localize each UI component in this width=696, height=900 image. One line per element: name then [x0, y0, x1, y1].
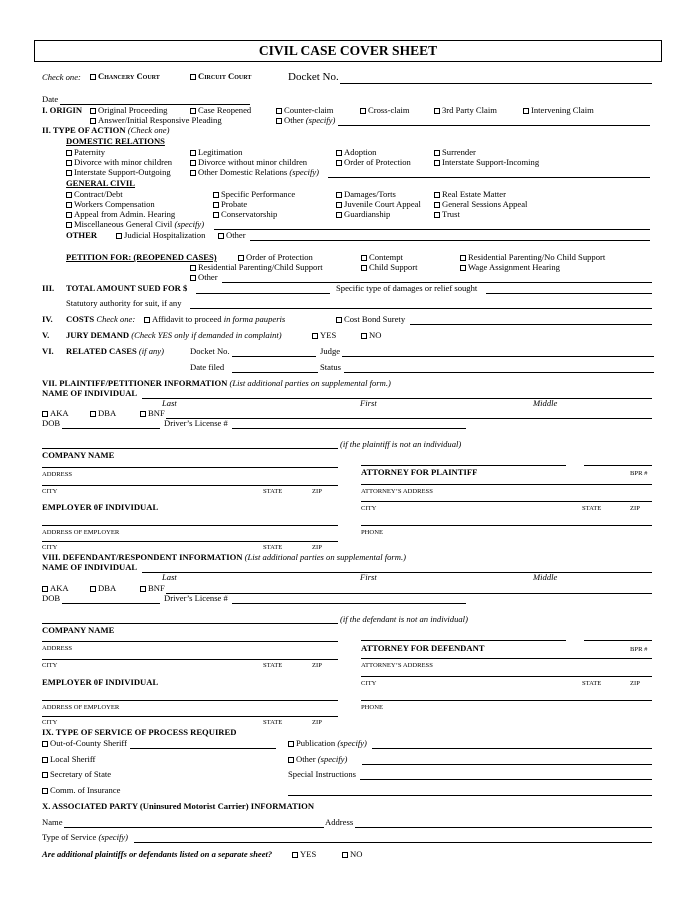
additional-yes[interactable]: YES: [292, 850, 316, 860]
plaintiff-attorney-address-line[interactable]: [361, 484, 652, 485]
checkbox[interactable]: [42, 772, 48, 778]
checkbox[interactable]: [116, 233, 122, 239]
defendant-bpr-label: BPR #: [630, 646, 648, 653]
plaintiff-name-line[interactable]: [142, 398, 652, 399]
associated-type-label: Type of Service (specify): [42, 832, 129, 842]
defendant-phone-line[interactable]: [361, 700, 652, 701]
special-instructions-line[interactable]: [360, 779, 652, 780]
defendant-dba[interactable]: DBA: [90, 584, 116, 594]
defendant-name-line[interactable]: [142, 572, 652, 573]
checkbox[interactable]: [523, 108, 529, 114]
other-domestic-line[interactable]: [328, 177, 650, 178]
checkbox[interactable]: [434, 192, 440, 198]
defendant-attorney-city-label: CITY: [361, 680, 377, 687]
plaintiff-employer-address-label: ADDRESS OF EMPLOYER: [42, 529, 120, 536]
checkbox[interactable]: [276, 118, 282, 124]
plaintiff-first-label: First: [360, 398, 377, 408]
service-secretary[interactable]: Secretary of State: [42, 770, 111, 780]
action-guardianship[interactable]: Guardianship: [336, 210, 390, 220]
section-number: V.: [42, 330, 50, 340]
special-instructions-label: Special Instructions: [288, 769, 357, 779]
checkbox[interactable]: [42, 788, 48, 794]
check-one-label: Check one:: [42, 72, 81, 82]
date-label: Date: [42, 94, 59, 104]
checkbox[interactable]: [342, 852, 348, 858]
checkbox[interactable]: [434, 108, 440, 114]
related-judge-label: Judge: [320, 346, 341, 356]
action-interstate-outgoing[interactable]: Interstate Support-Outgoing: [66, 168, 171, 178]
plaintiff-employer-city-label: CITY: [42, 544, 58, 551]
service-publication[interactable]: Publication (specify): [288, 739, 367, 749]
statutory-label: Statutory authority for suit, if any: [66, 298, 182, 308]
checkbox[interactable]: [361, 255, 367, 261]
plaintiff-company-line[interactable]: [42, 448, 338, 449]
checkbox[interactable]: [42, 741, 48, 747]
checkbox[interactable]: [90, 411, 96, 417]
action-damages[interactable]: Damages/Torts: [336, 190, 396, 200]
defendant-dob-label: DOB: [42, 593, 61, 603]
special-instructions-line-2[interactable]: [288, 795, 652, 796]
checkbox[interactable]: [288, 741, 294, 747]
defendant-bpr-line[interactable]: [584, 640, 652, 641]
checkbox[interactable]: [66, 212, 72, 218]
action-trust[interactable]: Trust: [434, 210, 460, 220]
origin-cross[interactable]: Cross-claim: [360, 106, 410, 116]
checkbox[interactable]: [288, 757, 294, 763]
defendant-attorney-address-label: ATTORNEY’S ADDRESS: [361, 662, 433, 669]
plaintiff-address-line[interactable]: [42, 467, 338, 468]
chancery-checkbox[interactable]: [90, 74, 96, 80]
checkbox[interactable]: [140, 411, 146, 417]
plaintiff-address-label: ADDRESS: [42, 471, 73, 478]
checkbox[interactable]: [140, 586, 146, 592]
checkbox[interactable]: [312, 333, 318, 339]
action-probate[interactable]: Probate: [213, 200, 247, 210]
checkbox[interactable]: [336, 317, 342, 323]
action-paternity[interactable]: Paternity: [66, 148, 105, 158]
plaintiff-phone-label: PHONE: [361, 529, 383, 536]
checkbox[interactable]: [66, 170, 72, 176]
action-surrender[interactable]: Surrender: [434, 148, 476, 158]
defendant-employer-city-line[interactable]: [42, 716, 338, 717]
action-interstate-incoming[interactable]: Interstate Support-Incoming: [434, 158, 539, 168]
petition-residential-no-cs[interactable]: Residential Parenting/No Child Support: [460, 253, 605, 263]
circuit-court-option[interactable]: Circuit Court: [190, 72, 251, 82]
plaintiff-not-individual: (if the plaintiff is not an individual): [340, 439, 462, 449]
amount-label: TOTAL AMOUNT SUED FOR $: [66, 283, 188, 293]
plaintiff-attorney-zip-label: ZIP: [630, 505, 640, 512]
action-divorce-minor[interactable]: Divorce with minor children: [66, 158, 172, 168]
associated-type-line[interactable]: [134, 842, 652, 843]
defendant-name-label: NAME OF INDIVIDUAL: [42, 562, 138, 572]
service-heading: IX. TYPE OF SERVICE OF PROCESS REQUIRED: [42, 727, 237, 737]
action-other-line[interactable]: [250, 240, 650, 241]
associated-heading: X. ASSOCIATED PARTY (Uninsured Motorist Carrier) INFORMATION: [42, 801, 315, 811]
action-heading: II. TYPE OF ACTION (Check one): [42, 125, 170, 135]
petition-child-support[interactable]: Child Support: [361, 263, 417, 273]
checkbox[interactable]: [66, 222, 72, 228]
statutory-line[interactable]: [190, 308, 652, 309]
petition-residential-cs[interactable]: Residential Parenting/Child Support: [190, 263, 323, 273]
defendant-middle-label: Middle: [533, 572, 558, 582]
plaintiff-dob-label: DOB: [42, 418, 61, 428]
petition-wage[interactable]: Wage Assignment Hearing: [460, 263, 560, 273]
plaintiff-middle-label: Middle: [533, 398, 558, 408]
related-status-label: Status: [320, 362, 342, 372]
docket-line[interactable]: [340, 83, 652, 84]
action-admin-appeal[interactable]: Appeal from Admin. Hearing: [66, 210, 175, 220]
section-number: VI.: [42, 346, 54, 356]
action-real-estate[interactable]: Real Estate Matter: [434, 190, 506, 200]
additional-parties-question: Are additional plaintiffs or defendants listed on a separate sheet?: [42, 849, 273, 859]
checkbox[interactable]: [66, 160, 72, 166]
checkbox[interactable]: [460, 265, 466, 271]
plaintiff-license-line[interactable]: [232, 428, 466, 429]
action-other-domestic[interactable]: Other Domestic Relations (specify): [190, 168, 319, 178]
action-conservatorship[interactable]: Conservatorship: [213, 210, 277, 220]
checkbox[interactable]: [190, 150, 196, 156]
action-workers-comp[interactable]: Workers Compensation: [66, 200, 155, 210]
origin-intervening[interactable]: Intervening Claim: [523, 106, 594, 116]
damages-line[interactable]: [486, 293, 652, 294]
checkbox[interactable]: [42, 757, 48, 763]
service-insurance[interactable]: Comm. of Insurance: [42, 786, 120, 796]
service-local-sheriff[interactable]: Local Sheriff: [42, 755, 95, 765]
checkbox[interactable]: [90, 118, 96, 124]
checkbox[interactable]: [434, 212, 440, 218]
defendant-attorney-zip-label: ZIP: [630, 680, 640, 687]
checkbox[interactable]: [213, 202, 219, 208]
defendant-address-label: ADDRESS: [42, 645, 73, 652]
checkbox[interactable]: [190, 170, 196, 176]
checkbox[interactable]: [42, 586, 48, 592]
checkbox[interactable]: [361, 333, 367, 339]
associated-name-label: Name: [42, 817, 63, 827]
action-misc-general[interactable]: Miscellaneous General Civil (specify): [66, 220, 204, 230]
related-date-line[interactable]: [232, 372, 318, 373]
defendant-attorney-city-line[interactable]: [361, 676, 652, 677]
defendant-aka[interactable]: AKA: [42, 584, 69, 594]
plaintiff-attorney-city-line[interactable]: [361, 501, 652, 502]
defendant-not-individual: (if the defendant is not an individual): [340, 614, 468, 624]
defendant-attorney-label: ATTORNEY FOR DEFENDANT: [361, 643, 485, 653]
plaintiff-bnf[interactable]: BNF: [140, 409, 165, 419]
service-other-line[interactable]: [362, 764, 652, 765]
defendant-license-label: Driver’s License #: [164, 593, 228, 603]
checkbox[interactable]: [434, 150, 440, 156]
jury-yes[interactable]: YES: [312, 331, 336, 341]
additional-no[interactable]: NO: [342, 850, 362, 860]
defendant-aka-line[interactable]: [166, 593, 652, 594]
checkbox[interactable]: [434, 202, 440, 208]
checkbox[interactable]: [460, 255, 466, 261]
action-adoption[interactable]: Adoption: [336, 148, 376, 158]
checkbox[interactable]: [238, 255, 244, 261]
defendant-attorney-address-line[interactable]: [361, 658, 652, 659]
origin-third-party[interactable]: 3rd Party Claim: [434, 106, 497, 116]
checkbox[interactable]: [190, 160, 196, 166]
general-civil-heading: GENERAL CIVIL: [66, 178, 136, 188]
checkbox[interactable]: [276, 108, 282, 114]
plaintiff-company-label: COMPANY NAME: [42, 450, 115, 460]
petition-contempt[interactable]: Contempt: [361, 253, 403, 263]
petition-other[interactable]: Other: [190, 273, 218, 283]
costs-row: COSTS Check one:: [66, 314, 136, 324]
costs-bond[interactable]: Cost Bond Surety: [336, 315, 405, 325]
checkbox[interactable]: [190, 108, 196, 114]
associated-address-label: Address: [325, 817, 354, 827]
checkbox[interactable]: [66, 202, 72, 208]
checkbox[interactable]: [336, 212, 342, 218]
section-number: IV.: [42, 314, 53, 324]
related-judge-line[interactable]: [342, 356, 654, 357]
defendant-license-line[interactable]: [232, 603, 466, 604]
related-docket-line[interactable]: [232, 356, 316, 357]
defendant-employer-zip-label: ZIP: [312, 719, 322, 726]
checkbox[interactable]: [42, 411, 48, 417]
petition-protection[interactable]: Order of Protection: [238, 253, 313, 263]
defendant-first-label: First: [360, 572, 377, 582]
origin-answer[interactable]: Answer/Initial Responsive Pleading: [90, 116, 222, 126]
checkbox[interactable]: [213, 212, 219, 218]
service-other[interactable]: Other (specify): [288, 755, 347, 765]
defendant-state-label: STATE: [263, 662, 283, 669]
page-title: CIVIL CASE COVER SHEET: [34, 40, 662, 62]
plaintiff-attorney-state-label: STATE: [582, 505, 602, 512]
checkbox[interactable]: [66, 192, 72, 198]
action-juvenile-appeal[interactable]: Juvenile Court Appeal: [336, 200, 421, 210]
action-other[interactable]: Other: [218, 231, 246, 241]
domestic-heading: DOMESTIC RELATIONS: [66, 136, 165, 146]
bond-line[interactable]: [410, 324, 652, 325]
plaintiff-last-label: Last: [162, 398, 177, 408]
action-judicial-hosp[interactable]: Judicial Hospitalization: [116, 231, 205, 241]
defendant-address-line[interactable]: [42, 641, 338, 642]
plaintiff-city-line[interactable]: [42, 485, 338, 486]
action-contract[interactable]: Contract/Debt: [66, 190, 123, 200]
checkbox[interactable]: [434, 160, 440, 166]
plaintiff-aka-line[interactable]: [166, 418, 652, 419]
defendant-company-label: COMPANY NAME: [42, 625, 115, 635]
plaintiff-name-label: NAME OF INDIVIDUAL: [42, 388, 138, 398]
defendant-attorney-line[interactable]: [361, 640, 566, 641]
circuit-checkbox[interactable]: [190, 74, 196, 80]
defendant-last-label: Last: [162, 572, 177, 582]
plaintiff-dba[interactable]: DBA: [90, 409, 116, 419]
defendant-employer-state-label: STATE: [263, 719, 283, 726]
checkbox[interactable]: [336, 202, 342, 208]
action-protection[interactable]: Order of Protection: [336, 158, 411, 168]
checkbox[interactable]: [90, 586, 96, 592]
origin-other-line[interactable]: [338, 125, 650, 126]
publication-line[interactable]: [372, 748, 652, 749]
checkbox[interactable]: [336, 150, 342, 156]
plaintiff-attorney-line[interactable]: [361, 465, 566, 466]
checkbox[interactable]: [90, 108, 96, 114]
section-number: III.: [42, 283, 55, 293]
checkbox[interactable]: [336, 160, 342, 166]
associated-address-line[interactable]: [355, 827, 652, 828]
jury-row: JURY DEMAND (Check YES only if demanded in complaint): [66, 330, 282, 340]
plaintiff-license-label: Driver’s License #: [164, 418, 228, 428]
plaintiff-bpr-line[interactable]: [584, 465, 652, 466]
checkbox[interactable]: [292, 852, 298, 858]
plaintiff-aka[interactable]: AKA: [42, 409, 69, 419]
checkbox[interactable]: [218, 233, 224, 239]
plaintiff-heading: VII. PLAINTIFF/PETITIONER INFORMATION (List additional parties on supplemental form.): [42, 378, 391, 388]
jury-no[interactable]: NO: [361, 331, 381, 341]
plaintiff-bpr-label: BPR #: [630, 470, 648, 477]
checkbox[interactable]: [144, 317, 150, 323]
associated-name-line[interactable]: [64, 827, 324, 828]
misc-general-line[interactable]: [214, 229, 650, 230]
origin-reopened[interactable]: Case Reopened: [190, 106, 251, 116]
defendant-city-label: CITY: [42, 662, 58, 669]
defendant-zip-label: ZIP: [312, 662, 322, 669]
plaintiff-employer-label: EMPLOYER 0F INDIVIDUAL: [42, 502, 159, 512]
other-heading: OTHER: [66, 230, 98, 240]
defendant-employer-city-label: CITY: [42, 719, 58, 726]
defendant-employer-label: EMPLOYER 0F INDIVIDUAL: [42, 677, 159, 687]
plaintiff-dob-line[interactable]: [62, 428, 160, 429]
related-status-line[interactable]: [344, 372, 654, 373]
related-date-label: Date filed: [190, 362, 225, 372]
plaintiff-phone-line[interactable]: [361, 525, 652, 526]
plaintiff-state-label: STATE: [263, 488, 283, 495]
plaintiff-employer-zip-label: ZIP: [312, 544, 322, 551]
action-legitimation[interactable]: Legitimation: [190, 148, 242, 158]
checkbox[interactable]: [190, 275, 196, 281]
origin-other[interactable]: Other (specify): [276, 116, 335, 126]
chancery-court-option[interactable]: Chancery Court: [90, 72, 160, 82]
defendant-heading: VIII. DEFENDANT/RESPONDENT INFORMATION (List additional parties on supplemental form.): [42, 552, 406, 562]
docket-label: Docket No.: [288, 71, 339, 83]
plaintiff-zip-label: ZIP: [312, 488, 322, 495]
plaintiff-attorney-label: ATTORNEY FOR PLAINTIFF: [361, 467, 478, 477]
related-docket-label: Docket No.: [190, 346, 230, 356]
defendant-employer-address-line[interactable]: [42, 700, 338, 701]
related-row: RELATED CASES (if any): [66, 346, 164, 356]
action-specific-performance[interactable]: Specific Performance: [213, 190, 295, 200]
amount-line[interactable]: [196, 293, 330, 294]
defendant-attorney-state-label: STATE: [582, 680, 602, 687]
plaintiff-attorney-city-label: CITY: [361, 505, 377, 512]
origin-counter[interactable]: Counter-claim: [276, 106, 333, 116]
petition-heading: PETITION FOR: (REOPENED CASES): [66, 252, 217, 262]
costs-affidavit[interactable]: Affidavit to proceed in forma pauperis: [144, 315, 285, 325]
plaintiff-city-label: CITY: [42, 488, 58, 495]
plaintiff-employer-city-line[interactable]: [42, 541, 338, 542]
out-county-line[interactable]: [130, 748, 276, 749]
plaintiff-employer-state-label: STATE: [263, 544, 283, 551]
checkbox[interactable]: [361, 265, 367, 271]
checkbox[interactable]: [360, 108, 366, 114]
checkbox[interactable]: [190, 265, 196, 271]
origin-original[interactable]: Original Proceeding: [90, 106, 167, 116]
plaintiff-attorney-address-label: ATTORNEY’S ADDRESS: [361, 488, 433, 495]
service-out-county[interactable]: Out-of-County Sheriff: [42, 739, 127, 749]
defendant-dob-line[interactable]: [62, 603, 160, 604]
origin-heading: I. ORIGIN: [42, 105, 83, 115]
damages-label: Specific type of damages or relief sought: [336, 283, 478, 293]
plaintiff-employer-address-line[interactable]: [42, 525, 338, 526]
checkbox[interactable]: [336, 192, 342, 198]
defendant-city-line[interactable]: [42, 659, 338, 660]
action-sessions-appeal[interactable]: General Sessions Appeal: [434, 200, 527, 210]
action-divorce-no-minor[interactable]: Divorce without minor children: [190, 158, 307, 168]
defendant-employer-address-label: ADDRESS OF EMPLOYER: [42, 704, 120, 711]
defendant-bnf[interactable]: BNF: [140, 584, 165, 594]
checkbox[interactable]: [213, 192, 219, 198]
defendant-company-line[interactable]: [42, 623, 338, 624]
defendant-phone-label: PHONE: [361, 704, 383, 711]
checkbox[interactable]: [66, 150, 72, 156]
